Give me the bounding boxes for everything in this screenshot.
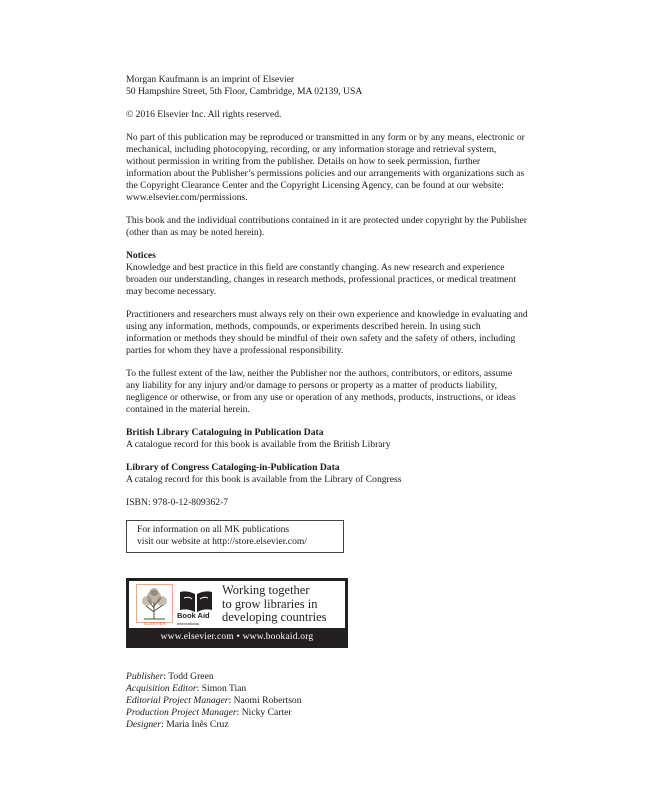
credit-line: Designer: Maria Inês Cruz [126, 719, 229, 730]
bookaid-subtitle: International [177, 621, 200, 626]
bookaid-banner [126, 578, 348, 648]
credit-role: Publisher [126, 671, 164, 682]
copyright-line: © 2016 Elsevier Inc. All rights reserved. [126, 109, 282, 120]
credit-role: Editorial Project Manager [126, 695, 229, 706]
credit-role: Designer [126, 719, 162, 730]
info-box-line-1: For information on all MK publications [137, 524, 290, 535]
banner-slogan: Working together to grow libraries in developing countries [222, 583, 327, 624]
imprint-line: Morgan Kaufmann is an imprint of Elsevier [126, 74, 295, 85]
banner-urls: www.elsevier.com • www.bookaid.org [160, 632, 314, 642]
credit-line: Acquisition Editor: Simon Tian [126, 683, 247, 694]
british-library-heading: British Library Cataloguing in Publication Data [126, 427, 324, 438]
credit-line: Publisher: Todd Green [126, 671, 214, 682]
notices-paragraph-3: To the fullest extent of the law, neither the Publisher nor the authors, contributors, or editors, assume any liability for any injury and/or damage to persons or property as a matter of products liability, negligence or otherwise, or from any use or operation of any methods, products, instructions, or ideas contained in the material herein. [126, 368, 516, 415]
credit-role: Acquisition Editor [126, 683, 197, 694]
notices-paragraph-2: Practitioners and researchers must always rely on their own experience and knowledge in evaluating and using any information, methods, compounds, or experiments described herein. In using such information or methods they should be mindful of their own safety and the safety of others, including parties for whom they have a professional responsibility. [126, 309, 528, 356]
credit-role: Production Project Manager [126, 707, 237, 718]
protection-paragraph: This book and the individual contributions contained in it are protected under copyright by the Publisher (other than as may be noted herein). [126, 215, 527, 238]
notices-heading: Notices [126, 250, 156, 261]
elsevier-tree-logo-icon [136, 584, 173, 623]
credit-line: Editorial Project Manager: Naomi Robertson [126, 695, 302, 706]
bookaid-wordmark: Book Aid [177, 611, 210, 620]
credit-line: Production Project Manager: Nicky Carter [126, 707, 292, 718]
copyright-page-body [126, 74, 536, 553]
permissions-paragraph: No part of this publication may be reproduced or transmitted in any form or by any means, electronic or mechanical, including photocopying, recording, or any information storage and retrieval system, without permission in writing from the publisher. Details on how to seek permission, further information about the Publisher’s permissions policies and our arrangements with organizations such as the Copyright Clearance Center and the Copyright Licensing Agency, can be found at our website: www.elsevier.com/permissions. [126, 132, 525, 203]
british-library-text: A catalogue record for this book is available from the British Library [126, 439, 391, 450]
credit-name: Simon Tian [201, 683, 247, 694]
credits-list [126, 671, 536, 731]
isbn: ISBN: 978-0-12-809362-7 [126, 497, 229, 508]
credit-name: Maria Inês Cruz [166, 719, 229, 730]
address-line: 50 Hampshire Street, 5th Floor, Cambridge, MA 02139, USA [126, 86, 363, 97]
notices-paragraph-1: Knowledge and best practice in this field are constantly changing. As new research and experience broaden our understanding, changes in research methods, professional practices, or medical treatment may become necessary. [126, 262, 517, 297]
loc-heading: Library of Congress Cataloging-in-Publication Data [126, 462, 340, 473]
credit-name: Nicky Carter [241, 707, 292, 718]
mk-info-box [126, 520, 344, 553]
loc-text: A catalog record for this book is available from the Library of Congress [126, 474, 402, 485]
banner-top-panel [129, 581, 345, 628]
elsevier-wordmark: ELSEVIER [143, 621, 166, 626]
credit-name: Naomi Robertson [233, 695, 302, 706]
info-box-line-2: visit our website at http://store.elsevier.com/ [137, 536, 307, 547]
credit-name: Todd Green [168, 671, 214, 682]
